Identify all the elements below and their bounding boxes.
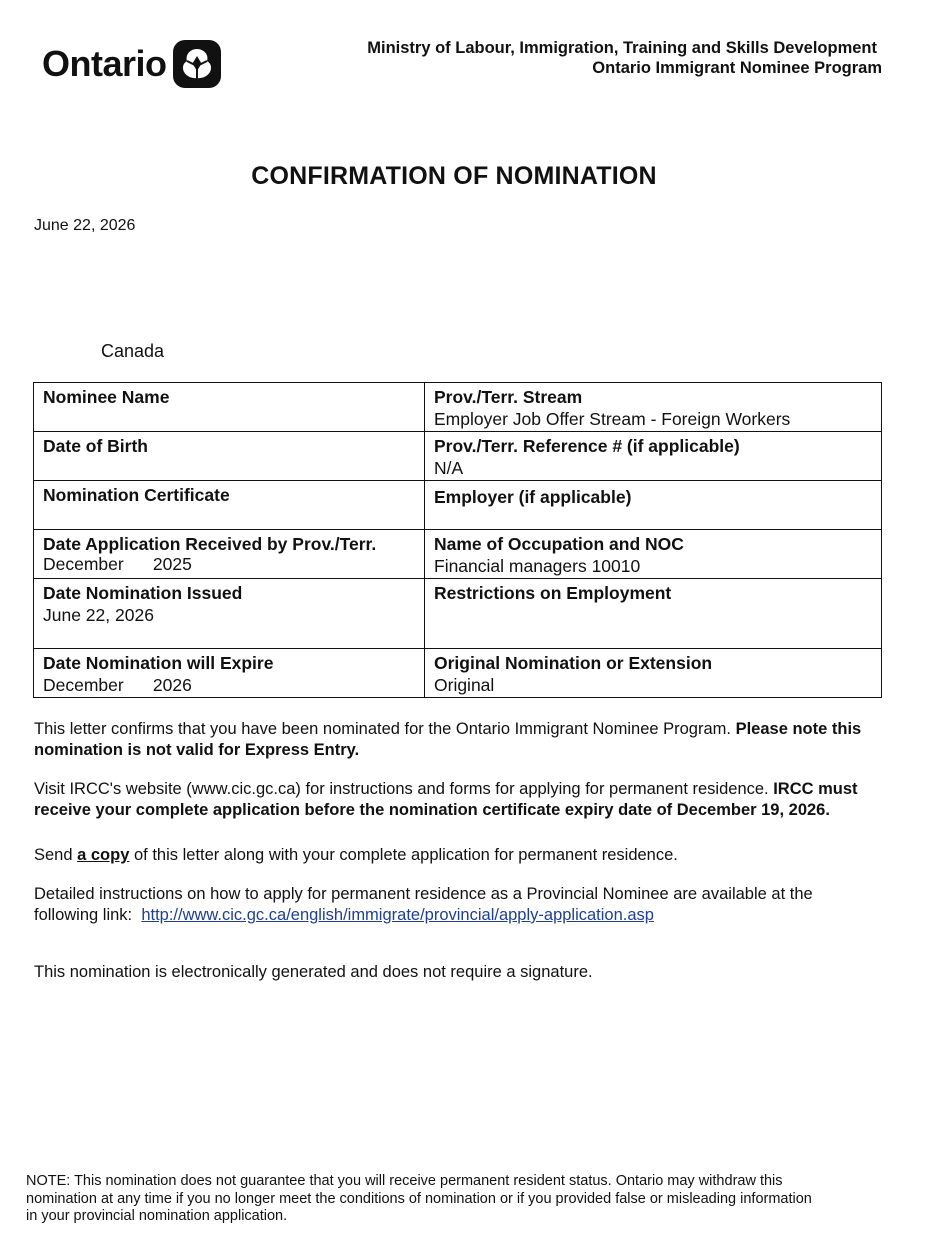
table-row — [34, 579, 882, 649]
instructions-link[interactable]: http://www.cic.gc.ca/english/immigrate/provincial/apply-application.asp — [141, 906, 654, 924]
logo-wordmark: Ontario — [42, 43, 167, 84]
cell-value: June 22, 2026 — [43, 605, 154, 625]
ircc-paragraph — [34, 779, 884, 821]
cell-label: Original Nomination or Extension — [434, 653, 713, 673]
occupation-cell — [425, 530, 882, 579]
cell-label: Prov./Terr. Stream — [434, 387, 583, 407]
cell-value: Employer Job Offer Stream - Foreign Workers — [434, 409, 791, 429]
cell-value: December 2026 — [43, 675, 192, 695]
table-row — [34, 432, 882, 481]
cell-label: Restrictions on Employment — [434, 583, 672, 603]
cell-label: Nominee Name — [43, 387, 170, 407]
instructions-paragraph — [34, 884, 884, 926]
footer-note — [26, 1173, 886, 1226]
paragraph-text: Detailed instructions on how to apply for permanent residence as a Provincial Nominee are available at the — [34, 885, 813, 903]
paragraph-text: Send — [34, 846, 78, 864]
cell-label: Date Nomination will Expire — [43, 653, 274, 673]
ministry-name: Ministry of Labour, Immigration, Training and Skills Development — [367, 39, 877, 57]
cell-value: Financial managers 10010 — [434, 556, 641, 576]
table-row — [34, 481, 882, 530]
trillium-icon — [173, 40, 221, 88]
restrictions-cell — [425, 579, 882, 649]
nomination-details-table — [33, 382, 882, 698]
cell-value: Original — [434, 675, 495, 695]
confirmation-paragraph — [34, 719, 884, 761]
cell-label: Name of Occupation and NOC — [434, 534, 684, 554]
table-row — [34, 649, 882, 698]
reference-number-cell — [425, 432, 882, 481]
document-title: CONFIRMATION OF NOMINATION — [251, 162, 657, 190]
cell-value: N/A — [434, 458, 464, 478]
application-received-cell — [34, 530, 425, 579]
table-row — [34, 530, 882, 579]
nomination-expire-cell — [34, 649, 425, 698]
address-country: Canada — [101, 341, 165, 361]
cell-label: Nomination Certificate — [43, 485, 230, 505]
note-line: in your provincial nomination application. — [26, 1208, 288, 1224]
cell-label: Prov./Terr. Reference # (if applicable) — [434, 436, 740, 456]
note-line: nomination at any time if you no longer meet the conditions of nomination or if you provided false or misleading information — [26, 1190, 812, 1207]
paragraph-text: following link: — [34, 906, 142, 924]
original-or-extension-cell — [425, 649, 882, 698]
expiry-warning: IRCC must receive your complete application before the nomination certificate expiry date of December 19, 2026. — [34, 780, 858, 819]
paragraph-text: Visit IRCC's website (www.cic.gc.ca) for instructions and forms for applying for permanent residence. — [34, 780, 774, 798]
ontario-logo — [42, 40, 221, 88]
paragraph-text: of this letter along with your complete application for permanent residence. — [129, 846, 678, 864]
paragraph-text: This letter confirms that you have been nominated for the Ontario Immigrant Nominee Program. — [34, 720, 736, 738]
letter-date: June 22, 2026 — [34, 217, 136, 234]
cell-value: December 2025 — [43, 554, 192, 574]
cell-label: Date Nomination Issued — [43, 583, 243, 603]
note-line: NOTE: This nomination does not guarantee that you will receive permanent resident status. Ontario may withdraw this — [26, 1173, 783, 1189]
express-entry-warning: Please note this nomination is not valid for Express Entry. — [34, 720, 862, 759]
nomination-issued-cell — [34, 579, 425, 649]
send-copy-paragraph — [34, 845, 884, 866]
table-row — [34, 383, 882, 432]
employer-cell — [425, 481, 882, 530]
a-copy-emphasis: a copy — [77, 846, 130, 864]
nomination-certificate-cell — [34, 481, 425, 530]
program-name: Ontario Immigrant Nominee Program — [592, 59, 882, 77]
cell-label: Employer (if applicable) — [434, 487, 632, 507]
cell-label: Date Application Received by Prov./Terr. — [43, 534, 377, 554]
stream-cell — [425, 383, 882, 432]
date-of-birth-cell — [34, 432, 425, 481]
cell-label: Date of Birth — [43, 436, 148, 456]
electronic-generation-paragraph: This nomination is electronically generated and does not require a signature. — [34, 963, 593, 981]
nominee-name-cell — [34, 383, 425, 432]
